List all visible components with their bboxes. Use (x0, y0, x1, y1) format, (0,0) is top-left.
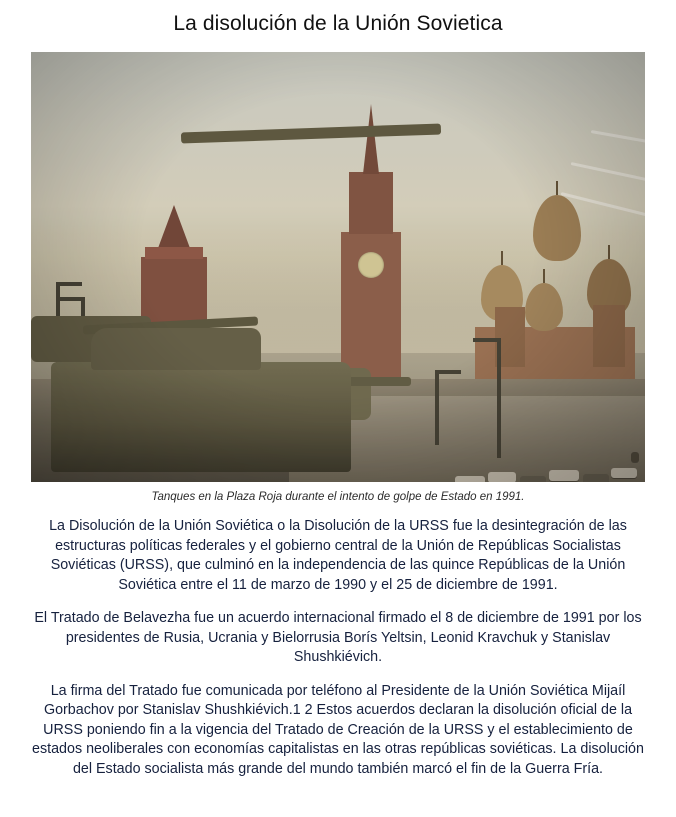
document-page (0, 10, 676, 817)
figure (0, 52, 676, 505)
page-title: La disolución de la Unión Sovietica (173, 12, 503, 35)
paragraph: El Tratado de Belavezha fue un acuerdo internacional firmado el 8 de diciembre de 1991 por los presidentes de Rusia, Ucrania y Bielorrusia Borís Yeltsin, Leonid Kravchuk y Stanislav Shushkiévich. (34, 610, 642, 665)
figure-caption: Tanques en la Plaza Roja durante el intento de golpe de Estado en 1991. (151, 491, 525, 503)
paragraph: La Disolución de la Unión Soviética o la Disolución de la URSS fue la desintegración de las estructuras políticas federales y el gobierno central de la Unión de Repúblicas Socialistas Soviéticas (URSS), que culminó en la independencia de las quince Repúblicas de la Unión Soviética entre el 11 de marzo de 1990 y el 25 de diciembre de 1991. (49, 518, 627, 593)
photo-vignette (31, 52, 645, 482)
article-body (31, 517, 645, 779)
historical-photo-red-square (31, 52, 645, 482)
paragraph: La firma del Tratado fue comunicada por teléfono al Presidente de la Unión Soviética Mijaíl Gorbachov por Stanislav Shushkiévich.1 2 Estos acuerdos declaran la disolución oficial de la URSS poniendo fin a la vigencia del Tratado de Creación de la URSS y el establecimiento de estados neoliberales con economías capitalistas en las otras repúblicas soviéticas. La disolución del Estado socialista más grande del mundo también marcó el fin de la Guerra Fría. (32, 682, 644, 777)
